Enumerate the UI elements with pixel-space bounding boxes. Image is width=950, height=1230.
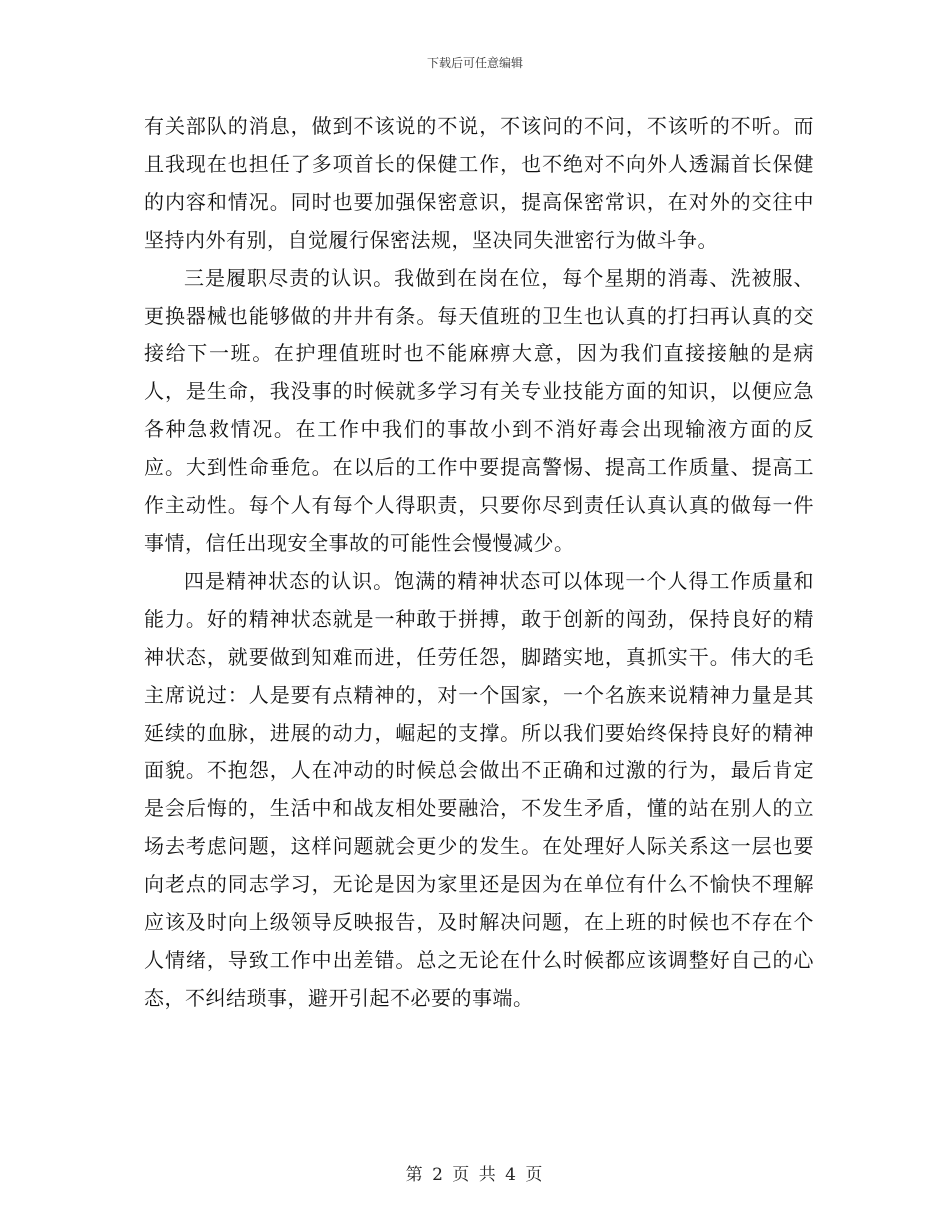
paragraph-2: 三是履职尽责的认识。我做到在岗在位，每个星期的消毒、洗被服、更换器械也能够做的井井有条。每天值班的卫生也认真的打扫再认真的交接给下一班。在护理值班时也不能麻痹大意，因为我们直接接触的是病人，是生命，我没事的时候就多学习有关专业技能方面的知识，以便应急各种急救情况。在工作中我们的事故小到不消好毒会出现输液方面的反应。大到性命垂危。在以后的工作中要提高警惕、提高工作质量、提高工作主动性。每个人有每个人得职责，只要你尽到责任认真认真的做每一件事情，信任出现安全事故的可能性会慢慢减少。	[144, 265, 814, 555]
page-header: 下载后可任意编辑	[426, 56, 523, 70]
paragraph-3: 四是精神状态的认识。饱满的精神状态可以体现一个人得工作质量和能力。好的精神状态就是一种敢于拼搏，敢于创新的闯劲，保持良好的精神状态，就要做到知难而进，任劳任怨，脚踏实地，真抓实干。伟大的毛主席说过：人是要有点精神的，对一个国家，一个名族来说精神力量是其延续的血脉，进展的动力，崛起的支撑。所以我们要始终保持良好的精神面貌。不抱怨，人在冲动的时候总会做出不正确和过激的行为，最后肯定是会后悔的，生活中和战友相处要融洽，不发生矛盾，懂的站在别人的立场去考虑问题，这样问题就会更少的发生。在处理好人际关系这一层也要向老点的同志学习，无论是因为家里还是因为在单位有什么不愉快不理解应该及时向上级领导反映报告，及时解决问题，在上班的时候也不存在个人情绪，导致工作中出差错。总之无论在什么时候都应该调整好自己的心态，不纠结琐事，避开引起不必要的事端。	[144, 568, 814, 1010]
page-number-footer: 第 2 页 共 4 页	[405, 1165, 545, 1185]
document-body	[144, 108, 814, 1018]
paragraph-1: 有关部队的消息，做到不该说的不说，不该问的不问，不该听的不听。而且我现在也担任了多项首长的保健工作，也不绝对不向外人透漏首长保健的内容和情况。同时也要加强保密意识，提高保密常识，在对外的交往中坚持内外有别，自觉履行保密法规，坚决同失泄密行为做斗争。	[144, 114, 814, 252]
